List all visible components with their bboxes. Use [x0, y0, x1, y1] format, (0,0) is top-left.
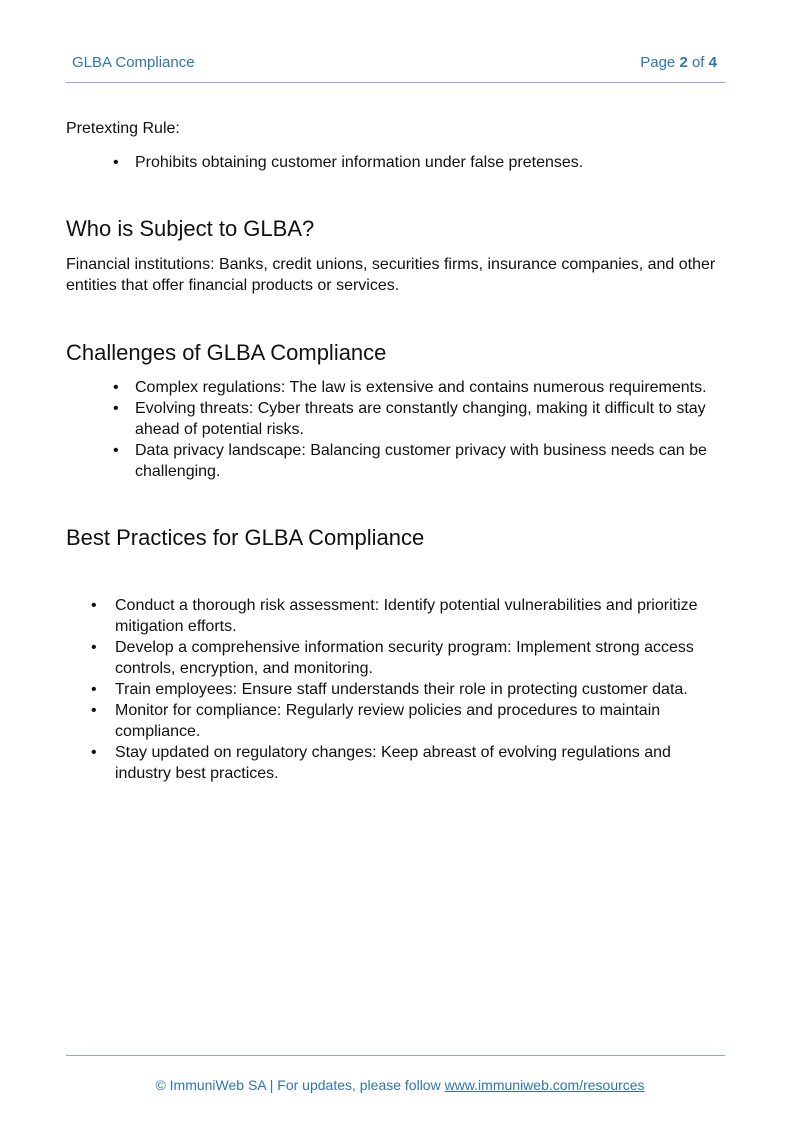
challenges-heading: Challenges of GLBA Compliance — [66, 340, 387, 365]
list-item: • Complex regulations: The law is extensive and contains numerous requirements. — [113, 379, 707, 396]
list-item: • Conduct a thorough risk assessment: Identify potential vulnerabilities and prioritize mitigation efforts. — [91, 597, 698, 635]
footer — [0, 1077, 800, 1093]
page-current: 2 — [679, 54, 688, 71]
subject-text: Financial institutions: Banks, credit unions, securities firms, insurance companies, and other entities that offer financial products or services. — [66, 256, 716, 294]
footer-divider — [66, 1055, 725, 1056]
list-item-text: Train employees: Ensure staff understands their role in protecting customer data. — [115, 681, 688, 698]
list-item: • Monitor for compliance: Regularly review policies and procedures to maintain compliance. — [91, 702, 661, 740]
list-item-text: Prohibits obtaining customer information under false pretenses. — [135, 154, 584, 171]
challenges-list — [113, 377, 725, 482]
list-item: • Evolving threats: Cyber threats are constantly changing, making it difficult to stay ahead of potential risks. — [113, 400, 706, 438]
list-item-text: Monitor for compliance: Regularly review policies and procedures to maintain compliance. — [115, 702, 661, 740]
list-item-text: Develop a comprehensive information security program: Implement strong access controls, encryption, and monitoring. — [115, 639, 694, 677]
list-item: • Data privacy landscape: Balancing customer privacy with business needs can be challenging. — [113, 442, 707, 480]
list-item: • Train employees: Ensure staff understands their role in protecting customer data. — [91, 681, 688, 698]
list-item: • Develop a comprehensive information security program: Implement strong access controls, encryption, and monitoring. — [91, 639, 694, 677]
list-item-text: Stay updated on regulatory changes: Keep abreast of evolving regulations and industry best practices. — [115, 744, 671, 782]
page-number — [640, 54, 717, 71]
pretexting-label: Pretexting Rule: — [66, 120, 180, 137]
list-item-text: Evolving threats: Cyber threats are constantly changing, making it difficult to stay ahead of potential risks. — [135, 400, 706, 438]
list-item-text: Conduct a thorough risk assessment: Identify potential vulnerabilities and prioritize mitigation efforts. — [115, 597, 698, 635]
footer-text: © ImmuniWeb SA | For updates, please follow — [155, 1077, 445, 1093]
header-title: GLBA Compliance — [72, 54, 195, 71]
list-item: • Stay updated on regulatory changes: Keep abreast of evolving regulations and industry best practices. — [91, 744, 671, 782]
best-practices-heading: Best Practices for GLBA Compliance — [66, 525, 425, 550]
page-of: of — [691, 54, 705, 71]
pretexting-list — [113, 152, 735, 173]
list-item: • Prohibits obtaining customer information under false pretenses. — [113, 154, 584, 171]
best-practices-list — [91, 595, 715, 784]
subject-heading: Who is Subject to GLBA? — [66, 216, 315, 241]
resources-link[interactable]: www.immuniweb.com/resources — [444, 1077, 645, 1093]
list-item-text: Complex regulations: The law is extensive and contains numerous requirements. — [135, 379, 707, 396]
page-total: 4 — [708, 54, 717, 71]
page-header — [66, 52, 725, 83]
list-item-text: Data privacy landscape: Balancing customer privacy with business needs can be challenging. — [135, 442, 707, 480]
page-word: Page — [640, 54, 676, 71]
